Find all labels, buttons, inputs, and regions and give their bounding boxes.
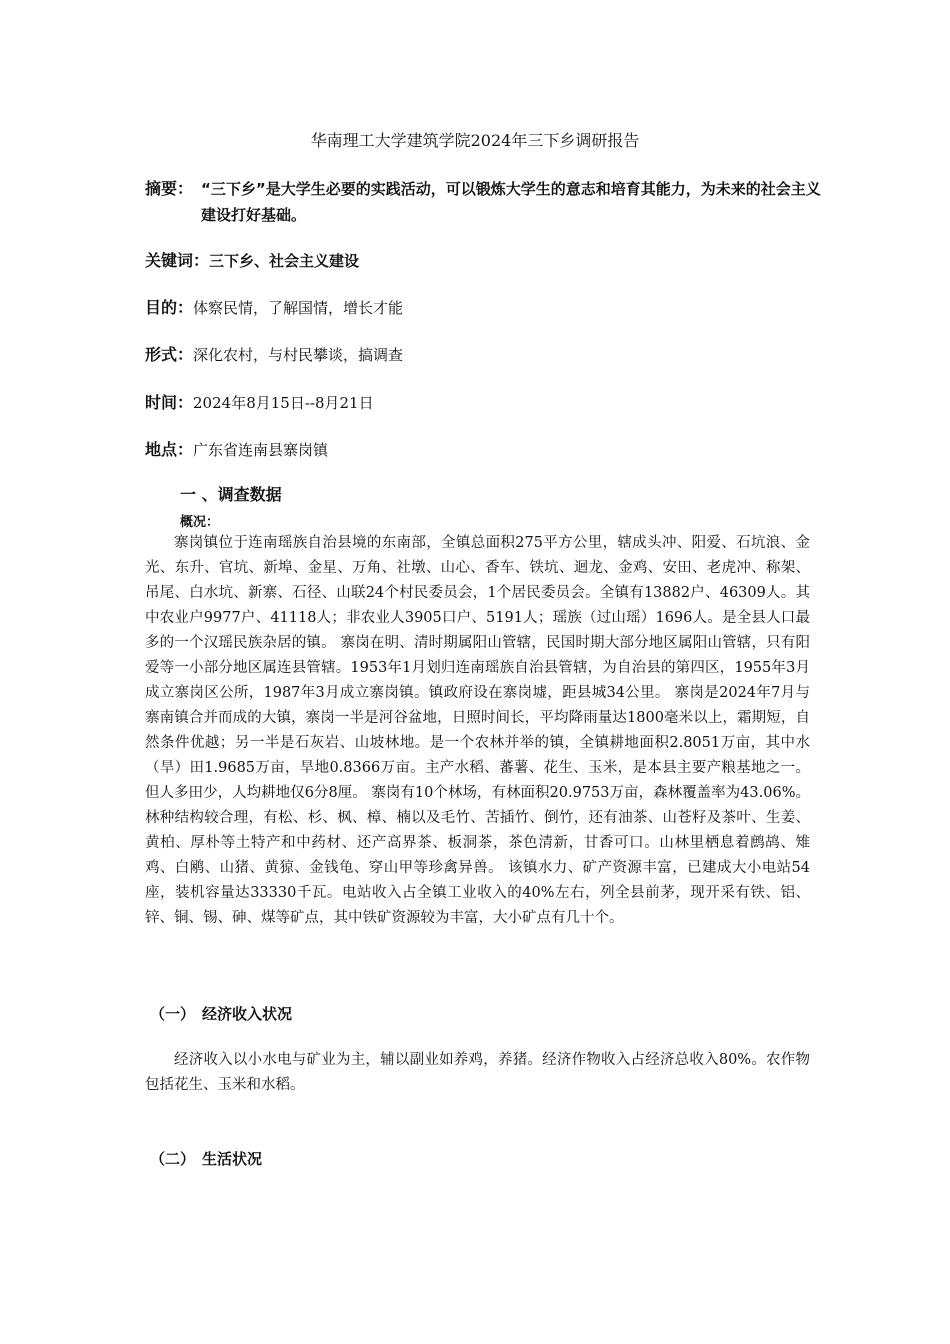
place-text: 广东省连南县寨岗镇 (193, 441, 329, 459)
subsection-living-title: 生活状况 (202, 1150, 263, 1168)
keywords-row (145, 248, 359, 271)
section-heading-survey-data: 一 、调查数据 (180, 485, 282, 504)
subsection-living-heading (150, 1148, 262, 1169)
time-row (145, 390, 374, 413)
subsection-living-number: （二） (150, 1150, 196, 1168)
time-label: 时间： (145, 393, 194, 412)
subsection-economic-heading (150, 1003, 292, 1024)
overview-paragraph (145, 531, 810, 931)
subsection-economic-number: （一） (150, 1005, 196, 1023)
overview-label: 概况： (180, 515, 220, 530)
form-row (145, 342, 403, 365)
place-row (145, 437, 328, 460)
abstract-text: “三下乡”是大学生必要的实践活动，可以锻炼大学生的意志和培育其能力，为未来的社会主义建设打好基础。 (201, 180, 821, 224)
time-text: 2024年8月15日--8月21日 (193, 394, 374, 412)
subsection-economic-title: 经济收入状况 (202, 1005, 293, 1023)
report-title: 华南理工大学建筑学院2024年三下乡调研报告 (310, 131, 640, 150)
purpose-text: 体察民情，了解国情，增长才能 (193, 299, 404, 317)
keywords-text: 三下乡、社会主义建设 (209, 252, 360, 270)
purpose-label: 目的： (145, 298, 194, 317)
abstract-label: 摘要： (145, 179, 194, 198)
keywords-label: 关键词： (145, 251, 210, 270)
place-label: 地点： (145, 440, 194, 459)
economic-paragraph (145, 1048, 810, 1098)
economic-text: 经济收入以小水电与矿业为主，辅以副业如养鸡，养猪。经济作物收入占经济总收入80%。农作物包括花生、玉米和水稻。 (145, 1052, 810, 1093)
form-label: 形式： (145, 345, 194, 364)
purpose-row (145, 295, 403, 318)
form-text: 深化农村，与村民攀谈，搞调查 (193, 346, 404, 364)
overview-text: 寨岗镇位于连南瑶族自治县境的东南部，全镇总面积275平方公里，辖成头冲、阳爱、石坑浪、金光、东升、官坑、新埠、金星、万角、社墩、山心、香车、铁坑、迴龙、金鸡、安田、老虎冲、称架、吊尾、白水坑、新寨、石径、山联24个村民委员会，1个居民委员会。全镇有13882户、46309人。其中农业户9977户、41118人；非农业人3905口户、5191人；瑶族（过山瑶）1696人。是全县人口最多的一个汉瑶民族杂居的镇。 寨岗在明、清时期属阳山管辖，民国时期大部分地区属阳山管辖，只有阳爱等一小部分地区属连县管辖。1953年1月划归连南瑶族自治县管辖，为自治县的第四区，1955年3月成立寨岗区公所，1987年3月成立寨岗镇。镇政府设在寨岗墟，距县城34公里。 寨岗是2024年7月与寨南镇合并而成的大镇，寨岗一半是河谷盆地，日照时间长，平均降雨量达1800毫米以上，霜期短，自然条件优越；另一半是石灰岩、山坡林地。是一个农林并举的镇，全镇耕地面积2.8051万亩，其中水（旱）田1.9685万亩，旱地0.8366万亩。主产水稻、蕃薯、花生、玉米，是本县主要产粮基地之一。但人多田少，人均耕地仅6分8厘。 寨岗有10个林场，有林面积20.9753万亩，森林覆盖率为43.06%。林种结构较合理，有松、杉、枫、樟、楠以及毛竹、苦插竹、倒竹，还有油茶、山苍籽及茶叶、生姜、黄柏、厚朴等土特产和中药材、还产高界茶、板洞茶，茶色清新，甘香可口。山林里栖息着鹧鸪、雉鸡、白鹇、山猪、黄猄、金钱龟、穿山甲等珍禽异兽。 该镇水力、矿产资源丰富，已建成大小电站54座，装机容量达33330千瓦。电站收入占全镇工业收入的40%左右，列全县前茅，现开采有铁、铝、锌、铜、锡、砷、煤等矿点，其中铁矿资源较为丰富，大小矿点有几十个。 (145, 535, 810, 926)
